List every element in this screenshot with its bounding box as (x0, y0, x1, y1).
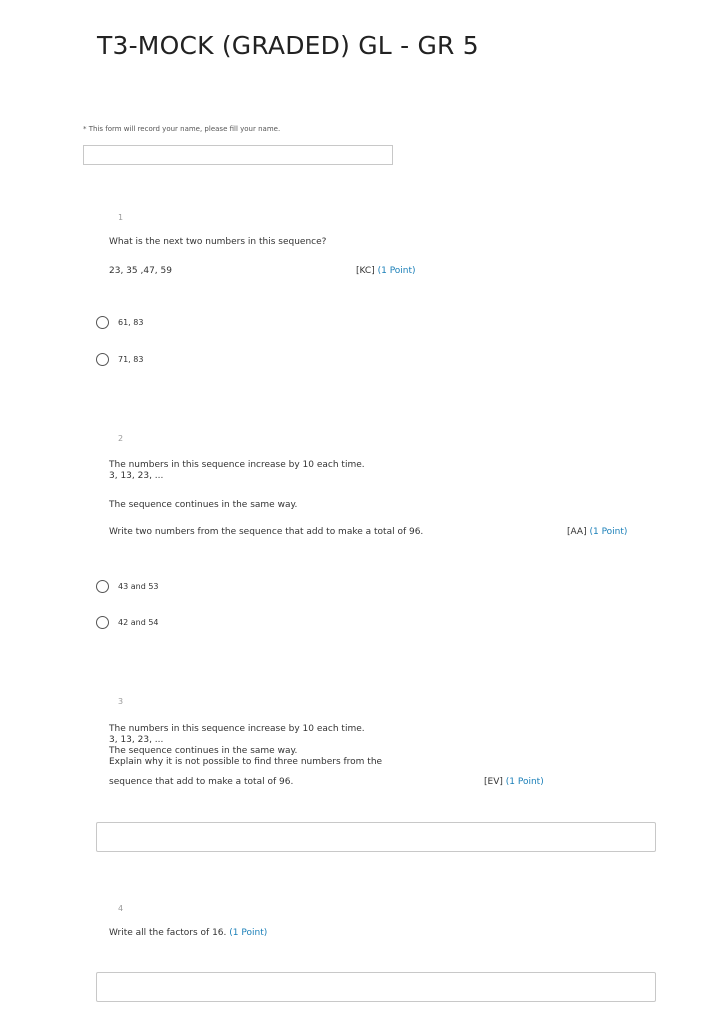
option-label: 61, 83 (118, 317, 144, 327)
radio-button[interactable] (96, 580, 109, 593)
question-2-tag: [AA] (567, 527, 587, 537)
question-4-answer-input[interactable] (96, 972, 656, 1002)
question-2-line-2: 3, 13, 23, ... (109, 471, 164, 481)
question-1-meta (356, 266, 416, 276)
radio-button[interactable] (96, 316, 109, 329)
question-3-line-3: The sequence continues in the same way. (109, 746, 298, 756)
question-2-option-2[interactable] (96, 615, 159, 629)
question-1-tag: [KC] (356, 266, 375, 276)
question-3-answer-input[interactable] (96, 822, 656, 852)
question-1-points: (1 Point) (377, 266, 416, 276)
question-2-meta (567, 527, 627, 537)
question-2-line-3: The sequence continues in the same way. (109, 500, 298, 510)
option-label: 71, 83 (118, 354, 144, 364)
question-3-meta (484, 777, 544, 787)
question-2-option-1[interactable] (96, 579, 159, 593)
question-3-tag: [EV] (484, 777, 503, 787)
question-3-number: 3 (118, 697, 124, 706)
question-3-points: (1 Point) (505, 777, 544, 787)
question-2-number: 2 (118, 434, 124, 443)
radio-button[interactable] (96, 353, 109, 366)
question-4-prompt (109, 928, 267, 939)
radio-button[interactable] (96, 616, 109, 629)
question-2-line-4: Write two numbers from the sequence that add to make a total of 96. (109, 527, 424, 537)
question-2-line-1: The numbers in this sequence increase by 10 each time. (109, 460, 365, 470)
option-label: 43 and 53 (118, 581, 159, 591)
name-input[interactable] (83, 145, 393, 165)
question-1-prompt: What is the next two numbers in this sequence? (109, 237, 327, 247)
question-3-line-5: sequence that add to make a total of 96. (109, 777, 294, 787)
question-1-number: 1 (118, 213, 124, 222)
question-1-option-2[interactable] (96, 352, 143, 366)
question-1-sequence: 23, 35 ,47, 59 (109, 266, 172, 276)
question-4-number: 4 (118, 904, 124, 913)
question-3-line-2: 3, 13, 23, ... (109, 735, 164, 745)
option-label: 42 and 54 (118, 617, 159, 627)
question-3-line-1: The numbers in this sequence increase by 10 each time. (109, 724, 365, 734)
question-1-option-1[interactable] (96, 315, 143, 329)
question-4-text: Write all the factors of 16. (109, 928, 227, 938)
name-note: * This form will record your name, please fill your name. (83, 125, 281, 133)
question-2-points: (1 Point) (589, 527, 628, 537)
form-title: T3-MOCK (GRADED) GL - GR 5 (97, 31, 479, 60)
question-4-points: (1 Point) (229, 928, 268, 938)
question-3-line-4: Explain why it is not possible to find three numbers from the (109, 757, 383, 767)
